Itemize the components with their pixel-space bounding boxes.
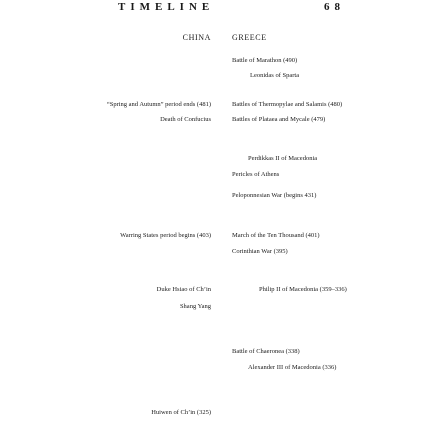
china-entry: Shang Yang (179, 303, 211, 310)
greece-entry: Battles of Plataea and Mycale (479) (232, 116, 326, 123)
greece-entry: Battles of Thermopylae and Salamis (480) (232, 101, 343, 108)
greece-entry: March of the Ten Thousand (401) (232, 232, 320, 239)
running-header (0, 0, 438, 14)
china-entry: Warring States period begins (403) (120, 232, 211, 239)
column-heading-greece: GREECE (232, 33, 267, 42)
page-number: 68 (324, 1, 345, 13)
greece-entry: Battle of Chaeronea (338) (232, 348, 300, 355)
greece-entry: Corinthian War (395) (232, 248, 288, 255)
greece-entry: Pericles of Athens (232, 171, 280, 178)
greece-entry: Leonidas of Sparta (250, 72, 300, 79)
china-entry: Duke Hsiao of Ch’in (156, 286, 211, 293)
column-heading-china: CHINA (182, 33, 211, 42)
greece-entry: Peloponnesian War (begins 431) (232, 192, 317, 199)
greece-entry: Perdikkas II of Macedonia (248, 155, 318, 162)
greece-entry: Philip II of Macedonia (359–336) (259, 286, 347, 293)
china-entry: “Spring and Autumn” period ends (481) (106, 101, 211, 108)
greece-entry: Alexander III of Macedonia (336) (248, 364, 337, 371)
china-entry: Huiwen of Ch’in (325) (151, 409, 211, 416)
header-title: TIMELINE (118, 1, 215, 13)
greece-entry: Battle of Marathon (490) (232, 57, 298, 64)
china-entry: Death of Confucius (160, 116, 211, 123)
